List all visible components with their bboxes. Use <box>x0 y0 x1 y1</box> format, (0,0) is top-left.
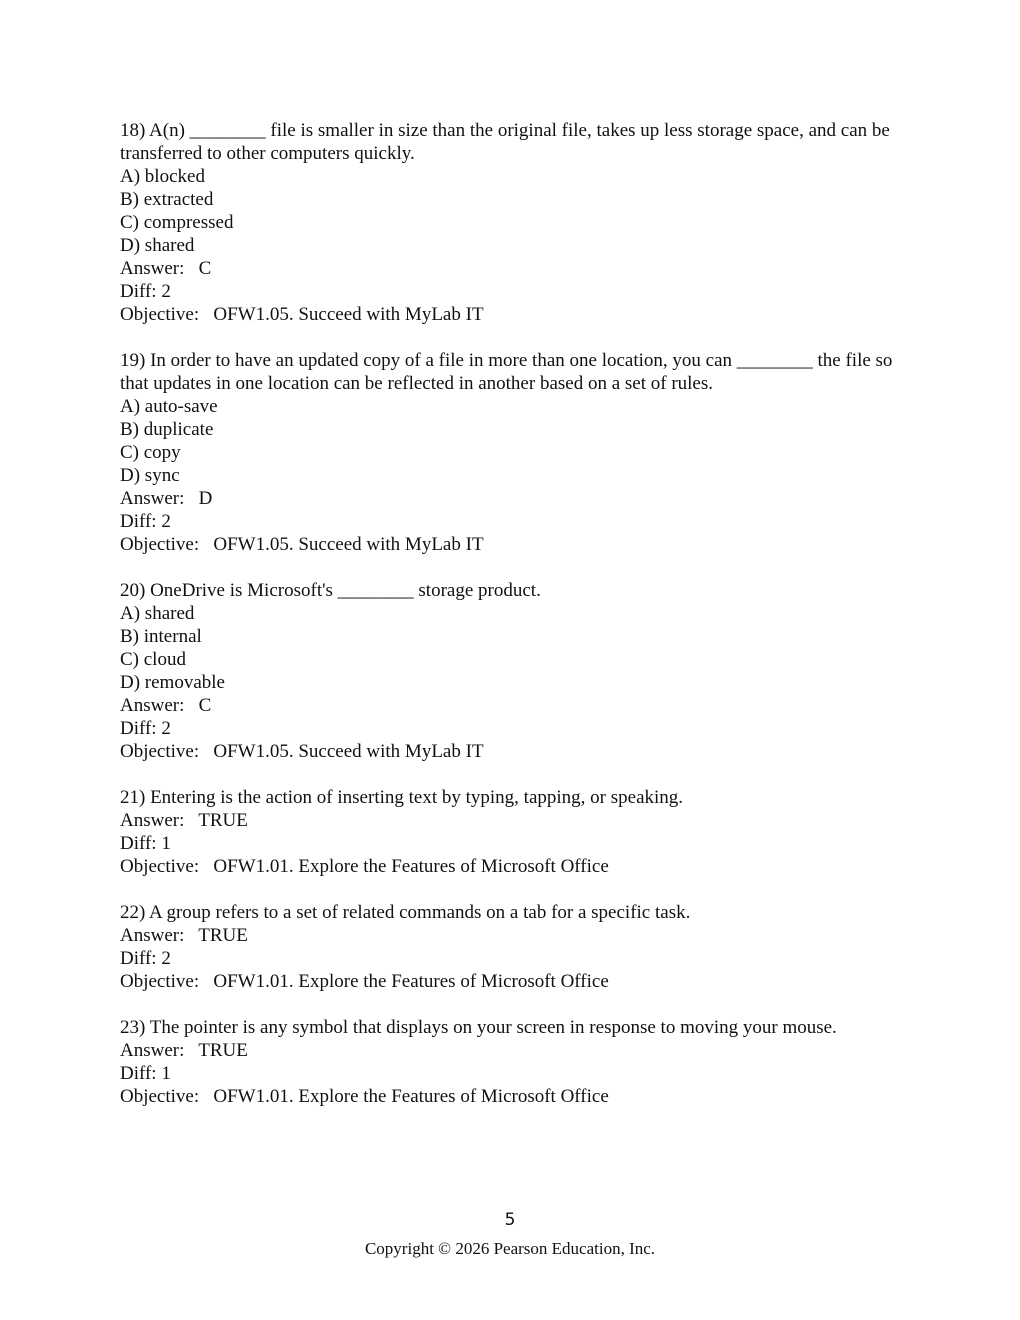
difficulty-line: Diff: 1 <box>120 833 171 854</box>
question-number: 18) <box>120 120 146 141</box>
question-20 <box>120 579 910 763</box>
question-number: 19) <box>120 350 146 371</box>
answer-line: Answer: D <box>120 488 213 509</box>
objective-line: Objective: OFW1.01. Explore the Features of Microsoft Office <box>120 1086 609 1107</box>
option-b: B) duplicate <box>120 419 214 440</box>
difficulty-line: Diff: 2 <box>120 511 171 532</box>
option-d: D) sync <box>120 465 180 486</box>
answer-line: Answer: TRUE <box>120 925 248 946</box>
answer-line: Answer: C <box>120 695 212 716</box>
question-text <box>120 1016 910 1039</box>
objective-line: Objective: OFW1.05. Succeed with MyLab IT <box>120 534 484 555</box>
option-c: C) copy <box>120 442 181 463</box>
option-b: B) internal <box>120 626 202 647</box>
question-22 <box>120 901 910 993</box>
question-number: 23) <box>120 1017 146 1038</box>
question-stem: In order to have an updated copy of a file in more than one location, you can ________ the file so that updates in one location can be reflected in another based on a set of rules. <box>120 350 893 394</box>
question-text <box>120 119 910 165</box>
answer-line: Answer: C <box>120 258 212 279</box>
question-number: 22) <box>120 902 146 923</box>
question-stem: A group refers to a set of related commands on a tab for a specific task. <box>149 902 691 923</box>
question-stem: OneDrive is Microsoft's ________ storage product. <box>150 580 541 601</box>
difficulty-line: Diff: 1 <box>120 1063 171 1084</box>
question-23 <box>120 1016 910 1108</box>
option-d: D) removable <box>120 672 225 693</box>
question-number: 21) <box>120 787 146 808</box>
option-a: A) shared <box>120 603 195 624</box>
question-stem: The pointer is any symbol that displays on your screen in response to moving your mouse. <box>149 1017 837 1038</box>
copyright-notice: Copyright © 2026 Pearson Education, Inc. <box>364 1239 656 1258</box>
question-stem: Entering is the action of inserting text by typing, tapping, or speaking. <box>150 787 684 808</box>
question-text <box>120 579 910 602</box>
option-d: D) shared <box>120 235 195 256</box>
question-text <box>120 786 910 809</box>
option-c: C) cloud <box>120 649 186 670</box>
answer-line: Answer: TRUE <box>120 1040 248 1061</box>
option-a: A) blocked <box>120 166 205 187</box>
difficulty-line: Diff: 2 <box>120 718 171 739</box>
page-number: 5 <box>504 1210 516 1230</box>
question-text <box>120 349 910 395</box>
question-18 <box>120 119 910 326</box>
option-b: B) extracted <box>120 189 214 210</box>
question-21 <box>120 786 910 878</box>
difficulty-line: Diff: 2 <box>120 281 171 302</box>
question-stem: A(n) ________ file is smaller in size than the original file, takes up less storage space, and can be transferred to other computers quickly. <box>120 120 890 164</box>
answer-line: Answer: TRUE <box>120 810 248 831</box>
objective-line: Objective: OFW1.05. Succeed with MyLab IT <box>120 304 484 325</box>
difficulty-line: Diff: 2 <box>120 948 171 969</box>
question-list <box>120 119 910 1131</box>
objective-line: Objective: OFW1.01. Explore the Features of Microsoft Office <box>120 971 609 992</box>
objective-line: Objective: OFW1.05. Succeed with MyLab IT <box>120 741 484 762</box>
objective-line: Objective: OFW1.01. Explore the Features of Microsoft Office <box>120 856 609 877</box>
question-text <box>120 901 910 924</box>
option-a: A) auto-save <box>120 396 218 417</box>
question-number: 20) <box>120 580 146 601</box>
option-c: C) compressed <box>120 212 234 233</box>
question-19 <box>120 349 910 556</box>
